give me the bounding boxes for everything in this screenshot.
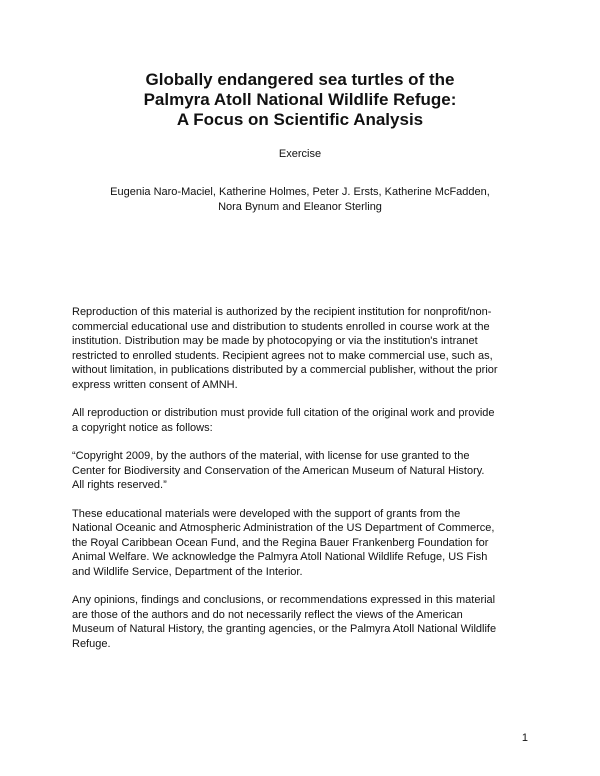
document-subtitle: Exercise xyxy=(278,148,322,160)
text-line: Center for Biodiversity and Conservation of the American Museum of Natural History. xyxy=(72,464,485,477)
copyright-notice-paragraph xyxy=(72,449,534,493)
text-line: are those of the authors and do not necessarily reflect the views of the American xyxy=(72,608,463,621)
text-line: Animal Welfare. We acknowledge the Palmyra Atoll National Wildlife Refuge, US Fish xyxy=(72,551,488,563)
text-line: restricted to enrolled students. Recipient agrees not to make commercial use, such as, xyxy=(72,349,493,362)
text-line: commercial educational use and distribution to students enrolled in course work at the xyxy=(72,320,490,333)
disclaimer-paragraph xyxy=(72,593,534,651)
text-line: Any opinions, findings and conclusions, or recommendations expressed in this material xyxy=(72,594,496,606)
text-line: and Wildlife Service, Department of the Interior. xyxy=(72,565,303,578)
text-line: the Royal Caribbean Ocean Fund, and the Regina Bauer Frankenberg Foundation for xyxy=(72,536,489,549)
document-title xyxy=(0,70,600,130)
reproduction-paragraph xyxy=(72,305,534,392)
title-line: A Focus on Scientific Analysis xyxy=(176,110,424,129)
text-line: Refuge. xyxy=(72,637,111,650)
author-line: Nora Bynum and Eleanor Sterling xyxy=(218,201,382,213)
text-line: All rights reserved.” xyxy=(72,479,167,491)
text-line: National Oceanic and Atmospheric Administration of the US Department of Commerce, xyxy=(72,522,495,534)
title-line: Globally endangered sea turtles of the xyxy=(145,70,455,89)
text-line: express written consent of AMNH. xyxy=(72,378,238,391)
text-line: without limitation, in publications distributed by a commercial publisher, without the prior xyxy=(72,364,498,376)
text-line: All reproduction or distribution must provide full citation of the original work and provide xyxy=(72,407,495,419)
author-list xyxy=(0,185,600,215)
text-line: These educational materials were developed with the support of grants from the xyxy=(72,507,461,520)
author-line: Eugenia Naro-Maciel, Katherine Holmes, Peter J. Ersts, Katherine McFadden, xyxy=(110,186,490,198)
text-line: Reproduction of this material is authorized by the recipient institution for nonprofit/non- xyxy=(72,306,492,318)
text-line: a copyright notice as follows: xyxy=(72,421,213,434)
text-line: institution. Distribution may be made by photocopying or via the institution's intranet xyxy=(72,335,478,347)
document-body xyxy=(72,305,534,665)
title-line: Palmyra Atoll National Wildlife Refuge: xyxy=(143,90,457,109)
text-line: Museum of Natural History, the granting agencies, or the Palmyra Atoll National Wildlife xyxy=(72,623,497,635)
acknowledgements-paragraph xyxy=(72,507,534,580)
citation-requirement-paragraph xyxy=(72,406,534,435)
text-line: “Copyright 2009, by the authors of the material, with license for use granted to the xyxy=(72,450,470,462)
page-number: 1 xyxy=(521,732,528,744)
